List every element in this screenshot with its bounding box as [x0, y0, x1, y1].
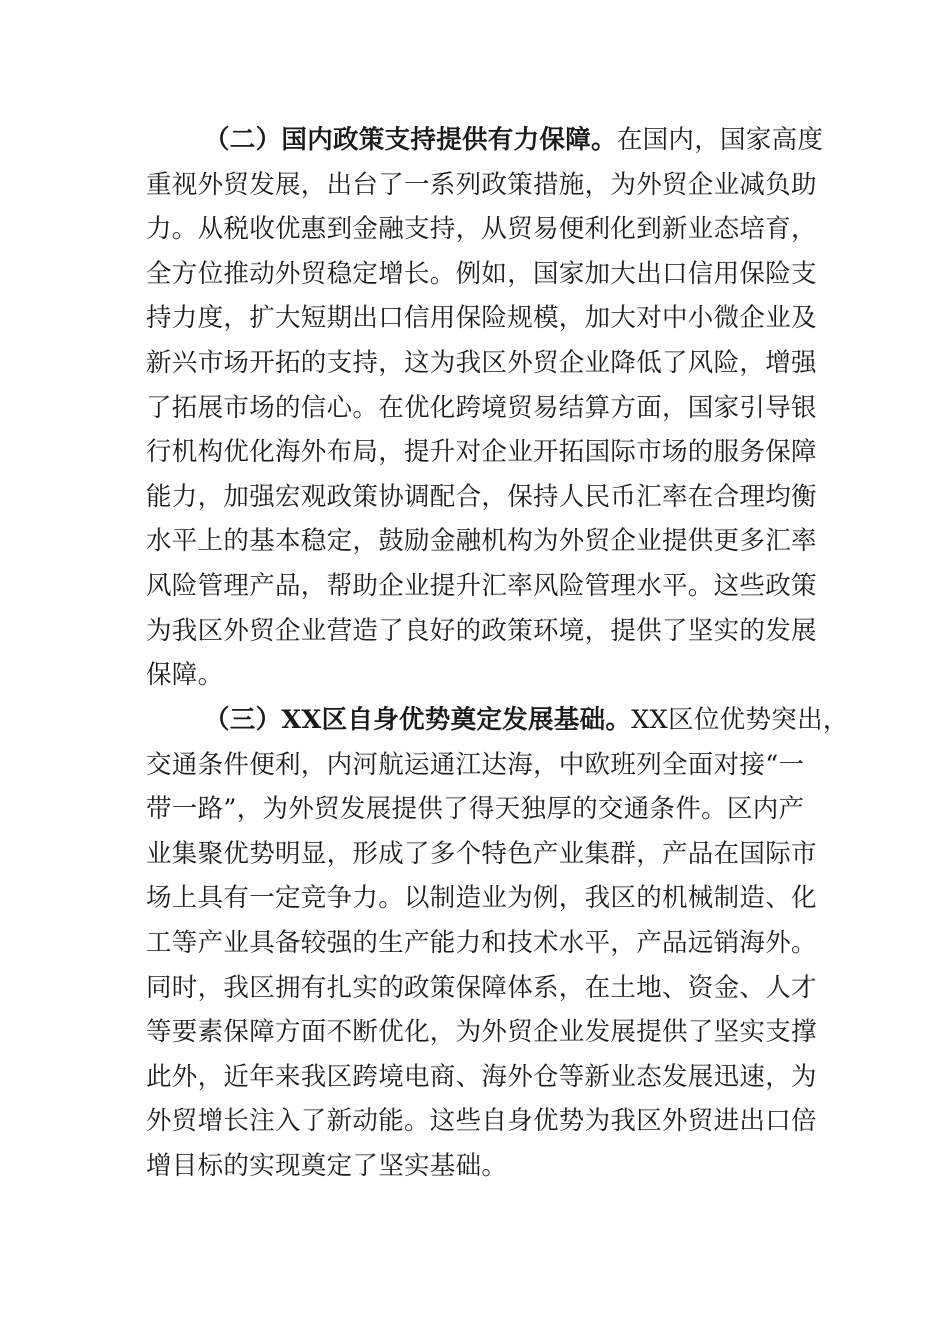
paragraph-line: 水平上的基本稳定，鼓励金融机构为外贸企业提供更多汇率 [146, 526, 817, 557]
paragraph-line: 等要素保障方面不断优化，为外贸企业发展提供了坚实支撑 [146, 1017, 817, 1048]
paragraph-text: 在国内，国家高度 [616, 125, 824, 155]
paragraph-line: 了拓展市场的信心。在优化跨境贸易结算方面，国家引导银 [146, 392, 817, 423]
section-2-paragraph [146, 118, 826, 698]
paragraph-line: 交通条件便利，内河航运通江达海，中欧班列全面对接“一 [146, 749, 805, 780]
paragraph-line: 全方位推动外贸稳定增长。例如，国家加大出口信用保险支 [146, 258, 817, 289]
paragraph-line [146, 118, 826, 163]
paragraph-line: 增目标的实现奠定了坚实基础。 [146, 1150, 508, 1181]
paragraph-line [146, 698, 849, 743]
paragraph-line: 风险管理产品，帮助企业提升汇率风险管理水平。这些政策 [146, 570, 817, 601]
paragraph-line: 持力度，扩大短期出口信用保险规模，加大对中小微企业及 [146, 303, 817, 334]
paragraph-line: 新兴市场开拓的支持，这为我区外贸企业降低了风险，增强 [146, 347, 817, 378]
paragraph-line: 力。从税收优惠到金融支持，从贸易便利化到新业态培育， [146, 214, 817, 245]
paragraph-line: 场上具有一定竞争力。以制造业为例，我区的机械制造、化 [146, 883, 817, 914]
paragraph-text: XX区位优势突出， [631, 705, 849, 735]
paragraph-line: 行机构优化海外布局，提升对企业开拓国际市场的服务保障 [146, 437, 817, 468]
paragraph-line: 重视外贸发展，出台了一系列政策措施，为外贸企业减负助 [146, 169, 817, 200]
paragraph-line: 业集聚优势明显，形成了多个特色产业集群，产品在国际市 [146, 838, 817, 869]
section-3-paragraph [146, 698, 849, 1189]
section-2-heading: （二）国内政策支持提供有力保障。 [204, 125, 617, 155]
paragraph-line: 此外，近年来我区跨境电商、海外仓等新业态发展迅速，为 [146, 1061, 817, 1092]
paragraph-line: 带一路”，为外贸发展提供了得天独厚的交通条件。区内产 [146, 794, 805, 825]
section-3-heading: （三）XX区自身优势奠定发展基础。 [204, 705, 632, 735]
paragraph-line: 外贸增长注入了新动能。这些自身优势为我区外贸进出口倍 [146, 1106, 817, 1137]
paragraph-line: 保障。 [146, 660, 224, 691]
paragraph-line: 为我区外贸企业营造了良好的政策环境，提供了坚实的发展 [146, 615, 817, 646]
paragraph-line: 工等产业具备较强的生产能力和技术水平，产品远销海外。 [146, 927, 817, 958]
paragraph-line: 同时，我区拥有扎实的政策保障体系，在土地、资金、人才 [146, 972, 817, 1003]
paragraph-line: 能力，加强宏观政策协调配合，保持人民币汇率在合理均衡 [146, 481, 817, 512]
